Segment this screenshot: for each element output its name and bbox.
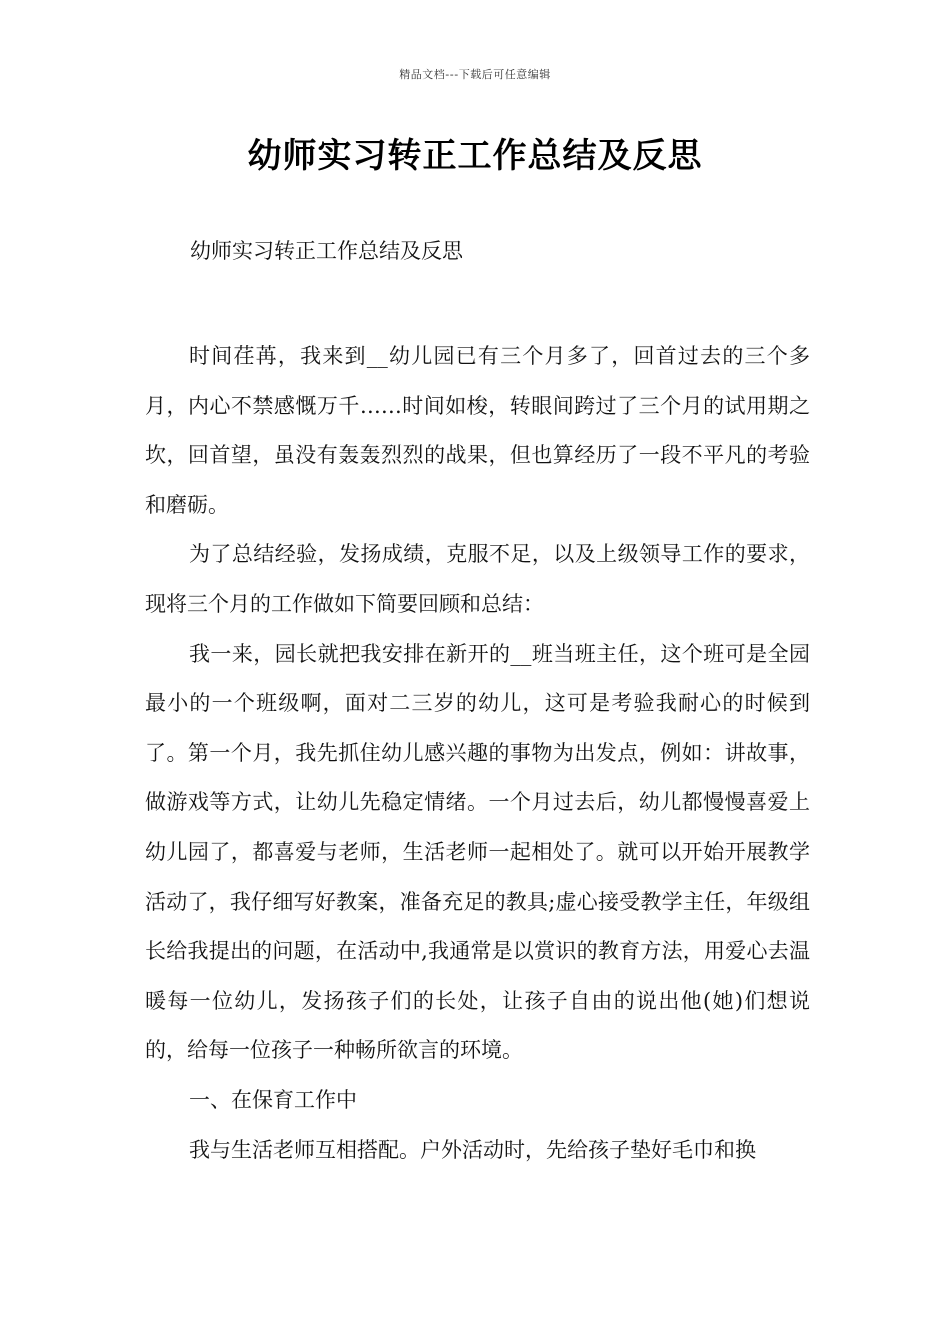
- page-title: 幼师实习转正工作总结及反思: [247, 136, 703, 176]
- document-subtitle: 幼师实习转正工作总结及反思: [190, 239, 463, 263]
- section-heading: 一、在保育工作中: [189, 1087, 357, 1112]
- header-note: 精品文档---下载后可任意编辑: [399, 68, 551, 81]
- body-paragraph: 时间荏苒，我来到__幼儿园已有三个月多了，回首过去的三个多月，内心不禁感慨万千……时间如梭，转眼间跨过了三个月的试用期之坎，回首望，虽没有轰轰烈烈的战果，但也算经历了一段不平凡的考验和磨砺。: [145, 344, 810, 517]
- body-paragraph: 我与生活老师互相搭配。户外活动时，先给孩子垫好毛巾和换: [189, 1137, 756, 1162]
- document-body: [145, 332, 810, 1175]
- body-paragraph: 我一来，园长就把我安排在新开的__班当班主任，这个班可是全园最小的一个班级啊，面对二三岁的幼儿，这可是考验我耐心的时候到了。第一个月，我先抓住幼儿感兴趣的事物为出发点，例如：讲故事，做游戏等方式，让幼儿先稳定情绪。一个月过去后，幼儿都慢慢喜爱上幼儿园了，都喜爱与老师，生活老师一起相处了。就可以开始开展教学活动了，我仔细写好教案，准备充足的教具;虚心接受教学主任，年级组长给我提出的问题，在活动中,我通常是以赏识的教育方法，用爱心去温暖每一位幼儿，发扬孩子们的长处，让孩子自由的说出他(她)们想说的，给每一位孩子一种畅所欲言的环境。: [145, 641, 810, 1063]
- body-paragraph: 为了总结经验，发扬成绩，克服不足，以及上级领导工作的要求，现将三个月的工作做如下简要回顾和总结：: [145, 542, 810, 616]
